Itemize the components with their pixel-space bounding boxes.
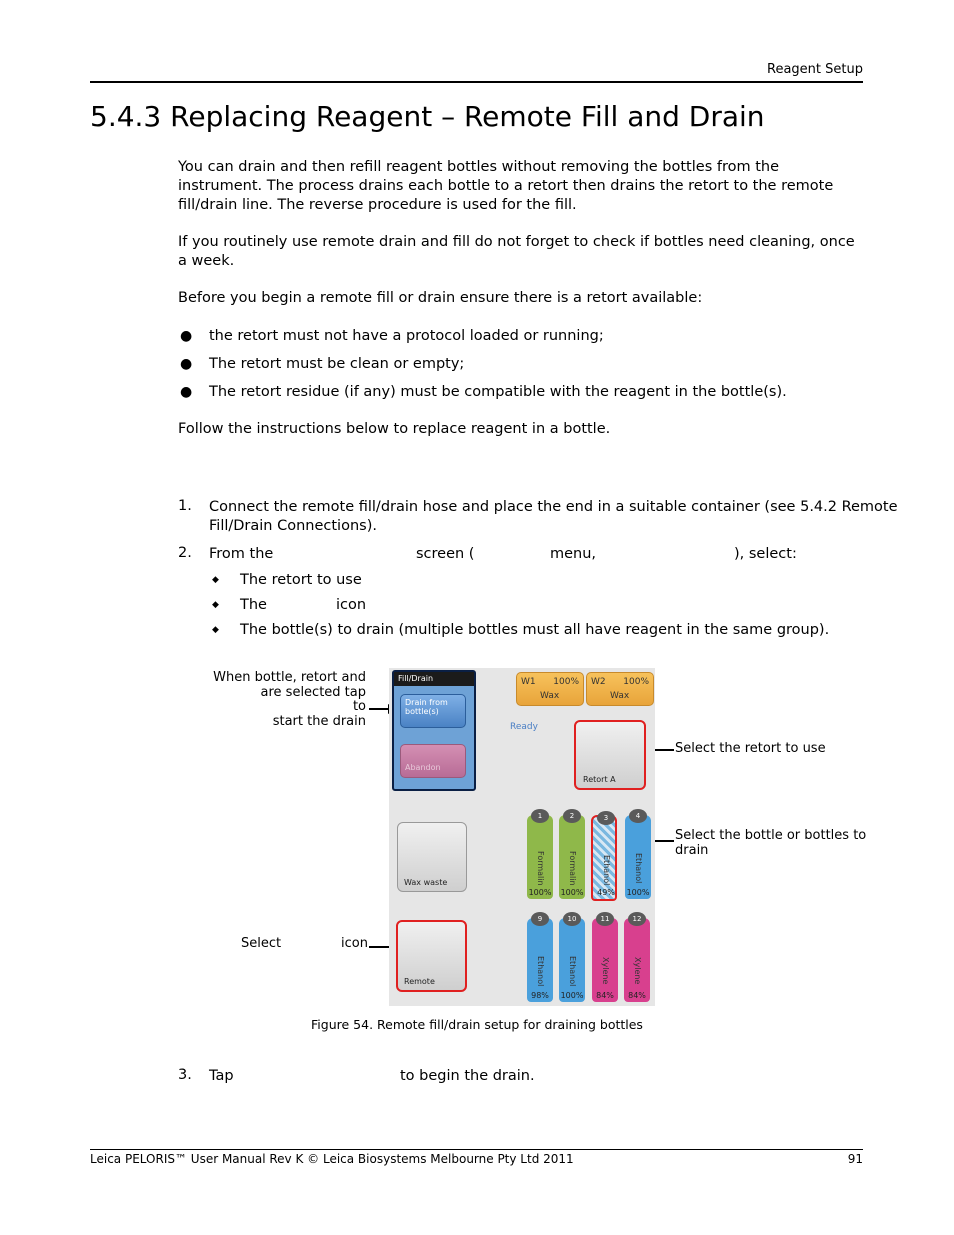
callout-line: drain — [675, 842, 709, 858]
step-text: Connect the remote fill/drain hose and place the end in a suitable container (see 5.4.2 Remote — [209, 499, 898, 515]
bottle-pct: 100% — [560, 991, 584, 1000]
retort-label: Retort A — [583, 775, 616, 784]
footer-text: Leica PELORIS™ User Manual Rev K © Leica Biosystems Melbourne Pty Ltd 2011 — [90, 1152, 574, 1166]
bottle-name: Ethanol — [568, 955, 577, 987]
callout-icon: icon — [341, 936, 368, 951]
step-number: 3. — [178, 1067, 192, 1083]
bottle-name: Formalin — [536, 850, 545, 886]
callout-select: Select — [241, 936, 282, 951]
callout-line: to — [352, 699, 366, 714]
step-text: screen ( — [416, 546, 475, 562]
step-text: menu, — [550, 546, 597, 562]
callout-line: When bottle, retort and — [213, 670, 366, 685]
header-rule — [90, 81, 863, 83]
bottle-pct: 84% — [596, 991, 614, 1000]
callout-line: start the drain — [272, 713, 366, 729]
bullet-dot: ● — [180, 384, 193, 400]
bottle-number: 1 — [531, 809, 549, 823]
callout-line: Select the bottle or bottles to — [675, 828, 867, 843]
sub-bullet: ◆ — [212, 625, 219, 635]
step-text: From the — [209, 546, 274, 562]
bottle-11[interactable] — [592, 915, 618, 1002]
callout-start-drain — [200, 671, 366, 729]
bottle-pct: 84% — [628, 991, 646, 1000]
sub-item: The — [240, 597, 267, 613]
bottle-number: 9 — [531, 912, 549, 926]
bullet-dot: ● — [180, 328, 193, 344]
bullet-item: The retort must be clean or empty; — [209, 356, 465, 372]
bottle-3[interactable] — [591, 815, 617, 901]
fill-drain-panel — [392, 670, 476, 791]
bottle-number: 4 — [629, 809, 647, 823]
wax-bath-w1[interactable] — [516, 672, 584, 706]
bottle-10[interactable] — [559, 915, 585, 1002]
bottle-12[interactable] — [624, 915, 650, 1002]
bottle-pct: 49% — [597, 888, 615, 897]
step-text: ), select: — [734, 546, 797, 562]
status-text: Ready — [510, 722, 538, 732]
bottle-pct: 100% — [528, 888, 552, 897]
wax-id: W1 — [521, 677, 536, 687]
footer-rule — [90, 1149, 863, 1150]
cleaning-paragraph: If you routinely use remote drain and fill do not forget to check if bottles need cleaning, once a week. — [178, 234, 855, 269]
step-text: Fill/Drain Connections). — [209, 518, 377, 534]
bottle-name: Ethanol — [536, 955, 545, 987]
wax-pct: 100% — [553, 677, 579, 687]
bottle-name: Formalin — [568, 850, 577, 886]
sub-item: The retort to use — [240, 572, 362, 588]
button-label: Drain from — [405, 698, 448, 707]
step-text: Tap — [209, 1068, 234, 1084]
bottle-number: 3 — [597, 811, 615, 825]
wax-pct: 100% — [623, 677, 649, 687]
remote-button[interactable] — [396, 920, 467, 992]
bottle-4[interactable] — [625, 812, 651, 899]
bottle-9[interactable] — [527, 915, 553, 1002]
wax-bath-w2[interactable] — [586, 672, 654, 706]
sub-item: icon — [336, 597, 367, 613]
step-number: 2. — [178, 545, 192, 561]
bottle-pct: 100% — [626, 888, 650, 897]
running-header: Reagent Setup — [767, 62, 863, 77]
section-title: 5.4.3 Replacing Reagent – Remote Fill and Drain — [90, 100, 765, 133]
bottle-1[interactable] — [527, 812, 553, 899]
bottle-2[interactable] — [559, 812, 585, 899]
sub-bullet: ◆ — [212, 575, 219, 585]
step-text: to begin the drain. — [400, 1068, 535, 1084]
wax-id: W2 — [591, 677, 606, 687]
bottle-number: 12 — [628, 912, 646, 926]
wax-waste-button[interactable] — [397, 822, 467, 892]
bottle-number: 2 — [563, 809, 581, 823]
retort-paragraph: Before you begin a remote fill or drain ensure there is a retort available: — [178, 290, 703, 306]
callout-bottle — [675, 829, 866, 858]
bullet-item: The retort residue (if any) must be compatible with the reagent in the bottle(s). — [209, 384, 787, 400]
sub-item: The bottle(s) to drain (multiple bottles must all have reagent in the same group). — [240, 622, 830, 638]
bottle-number: 10 — [563, 912, 581, 926]
callout-retort: Select the retort to use — [675, 741, 826, 756]
bottle-name: Ethanol — [634, 852, 643, 884]
bottle-name: Xylene — [633, 957, 642, 985]
bottle-pct: 100% — [560, 888, 584, 897]
panel-title: Fill/Drain — [394, 672, 474, 686]
page-number: 91 — [847, 1152, 863, 1166]
wax-name: Wax — [610, 691, 630, 701]
bullet-dot: ● — [180, 356, 193, 372]
drain-from-bottles-button[interactable] — [400, 694, 466, 728]
abandon-button[interactable]: Abandon — [400, 744, 466, 778]
remote-label: Remote — [404, 977, 435, 986]
button-label: bottle(s) — [405, 707, 439, 716]
intro-paragraph: You can drain and then refill reagent bottles without removing the bottles from the instrument. The process drains each bottle to a retort then drains the retort to the remote fill/drain line. The reverse procedure is used for the fill. — [178, 159, 834, 213]
bottle-number: 11 — [596, 912, 614, 926]
bullet-item: the retort must not have a protocol loaded or running; — [209, 328, 604, 344]
wax-waste-label: Wax waste — [404, 878, 448, 887]
step-number: 1. — [178, 498, 192, 514]
sub-bullet: ◆ — [212, 600, 219, 610]
bottle-name: Xylene — [601, 957, 610, 985]
figure-caption: Figure 54. Remote fill/drain setup for draining bottles — [311, 1017, 643, 1032]
wax-name: Wax — [540, 691, 560, 701]
follow-paragraph: Follow the instructions below to replace reagent in a bottle. — [178, 421, 611, 437]
bottle-name: Ethanol — [602, 854, 611, 886]
callout-line: are selected tap — [260, 684, 366, 700]
retort-a-button[interactable] — [574, 720, 646, 790]
bottle-pct: 98% — [531, 991, 549, 1000]
